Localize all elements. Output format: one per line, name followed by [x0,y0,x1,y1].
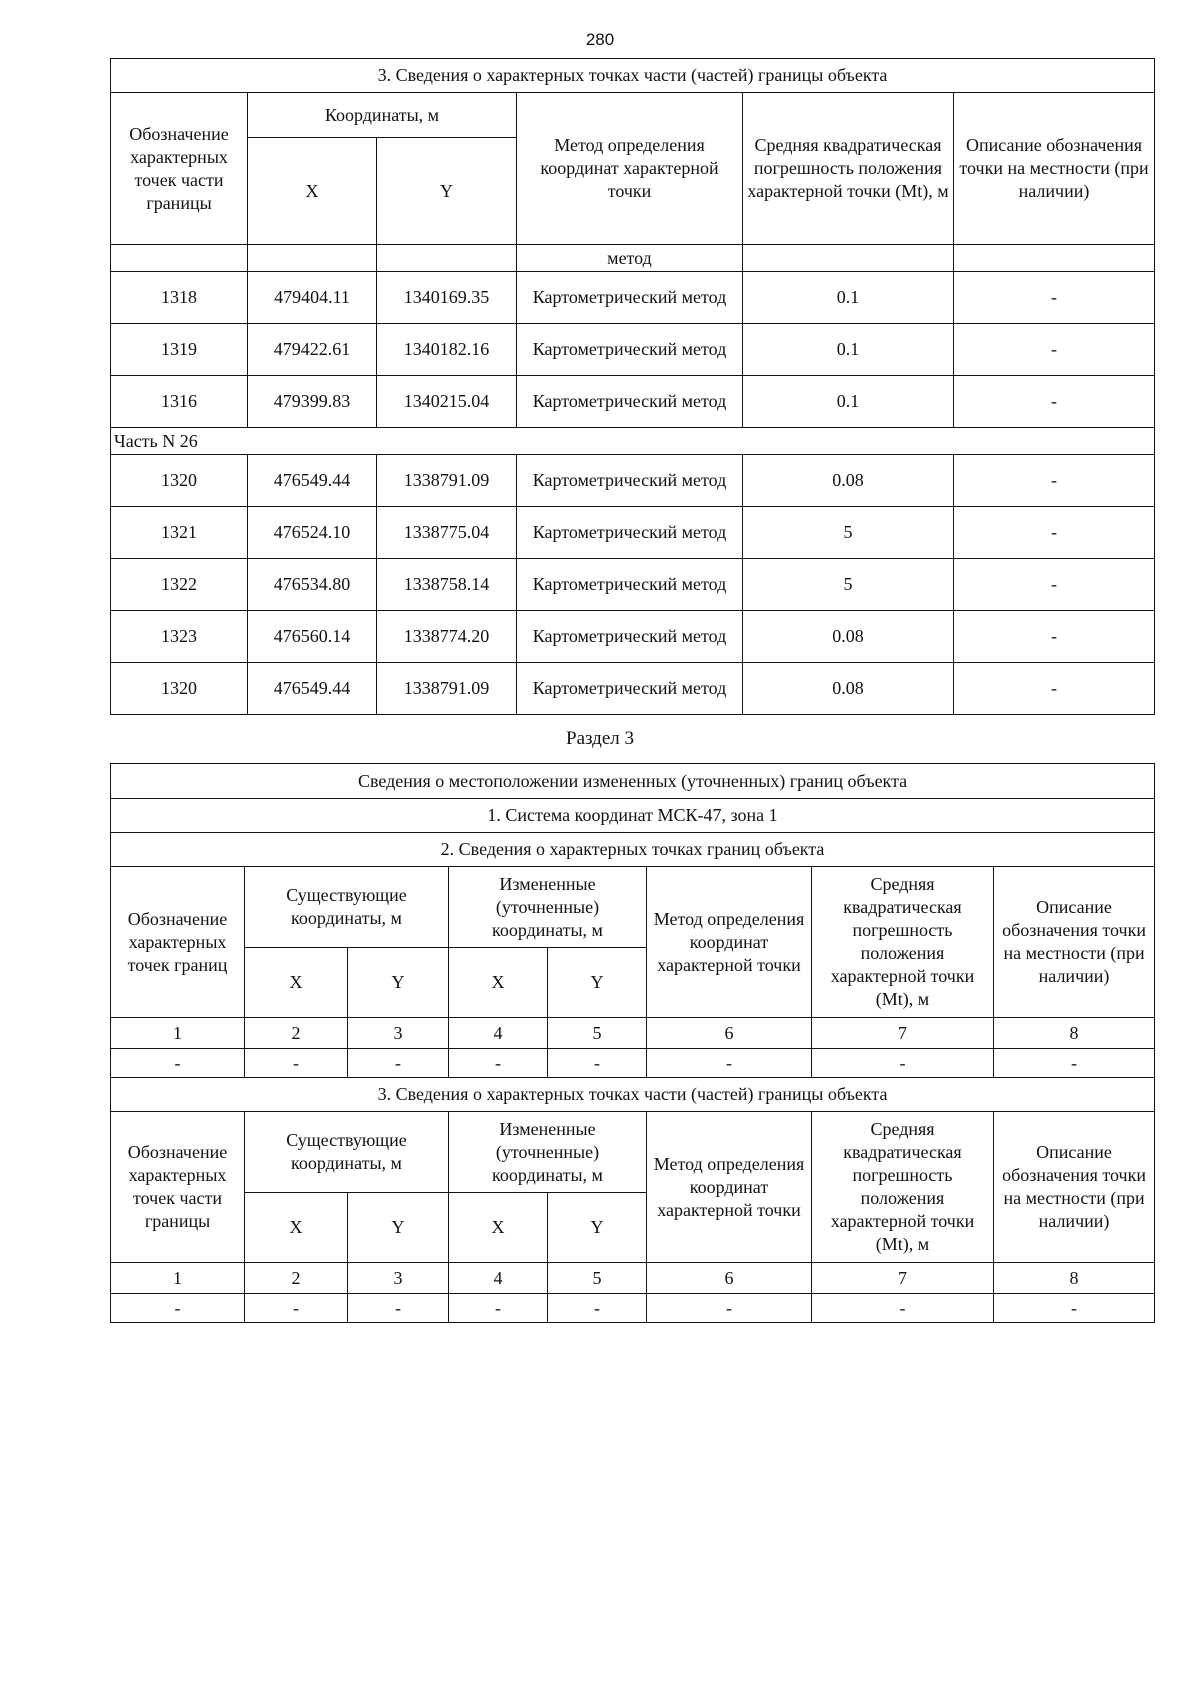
header-x: X [245,1193,348,1263]
header-y: Y [377,138,517,245]
empty-cell: - [812,1294,994,1323]
point-id-cell: 1321 [111,507,248,559]
header-existing-coords: Существующие координаты, м [245,867,449,948]
accuracy-cell: 0.1 [743,324,954,376]
column-number: 7 [812,1018,994,1049]
page-number: 280 [585,30,615,49]
table-row [111,559,1155,611]
column-number: 4 [449,1263,548,1294]
header-description: Описание обозначения точки на местности (при наличии) [994,867,1155,1018]
changed-boundaries-table [110,763,1155,1323]
subtitle-boundary-points: 2. Сведения о характерных точках границ объекта [111,833,1155,867]
header-method: Метод определения координат характерной точки [647,1112,812,1263]
x-coord-cell: 479404.11 [248,272,377,324]
description-cell: - [954,324,1155,376]
x-coord-cell: 476549.44 [248,663,377,715]
empty-cell: - [994,1049,1155,1078]
x-coord-cell: 479422.61 [248,324,377,376]
header-coords: Координаты, м [248,93,517,138]
description-cell: - [954,376,1155,428]
column-number: 8 [994,1018,1155,1049]
coordinate-system: 1. Система координат МСК-47, зона 1 [111,799,1155,833]
table-row [111,663,1155,715]
method-cell: Картометрический метод [517,559,743,611]
header-x: X [245,948,348,1018]
header-x: X [449,948,548,1018]
column-number: 5 [548,1263,647,1294]
point-id-cell: 1320 [111,455,248,507]
table-row [111,376,1155,428]
description-cell: - [954,507,1155,559]
x-coord-cell: 476549.44 [248,455,377,507]
header-description: Описание обозначения точки на местности (при наличии) [994,1112,1155,1263]
table2-title: Сведения о местоположении измененных (уточненных) границ объекта [111,764,1155,799]
empty-row [111,1049,1155,1078]
y-coord-cell: 1340169.35 [377,272,517,324]
table-row [111,272,1155,324]
point-id-cell: 1320 [111,663,248,715]
header-x: X [449,1193,548,1263]
empty-cell: - [348,1049,449,1078]
x-coord-cell: 476560.14 [248,611,377,663]
header-description: Описание обозначения точки на местности (при наличии) [954,93,1155,245]
point-id-cell: 1316 [111,376,248,428]
description-cell: - [954,663,1155,715]
empty-cell: - [111,1294,245,1323]
part-label: Часть N 26 [111,428,1155,455]
column-number: 3 [348,1018,449,1049]
continuation-row [111,245,1155,272]
header-y: Y [548,1193,647,1263]
empty-cell: - [647,1294,812,1323]
accuracy-cell: 0.08 [743,663,954,715]
point-id-cell: 1319 [111,324,248,376]
header-method: Метод определения координат характерной точки [647,867,812,1018]
y-coord-cell: 1338775.04 [377,507,517,559]
point-id-cell: 1322 [111,559,248,611]
header-accuracy: Средняя квадратическая погрешность положения характерной точки (Mt), м [812,867,994,1018]
column-number: 8 [994,1263,1155,1294]
y-coord-cell: 1338758.14 [377,559,517,611]
subtitle-part-points: 3. Сведения о характерных точках части (частей) границы объекта [111,1078,1155,1112]
x-coord-cell: 476534.80 [248,559,377,611]
x-coord-cell: 476524.10 [248,507,377,559]
empty-cell: - [449,1294,548,1323]
table-row [111,611,1155,663]
point-id-cell: 1323 [111,611,248,663]
accuracy-cell: 5 [743,559,954,611]
accuracy-cell: 0.1 [743,272,954,324]
column-numbers-row [111,1018,1155,1049]
accuracy-cell: 0.08 [743,455,954,507]
column-number: 4 [449,1018,548,1049]
description-cell: - [954,611,1155,663]
y-coord-cell: 1338791.09 [377,455,517,507]
column-number: 5 [548,1018,647,1049]
table-row [111,455,1155,507]
empty-cell: - [994,1294,1155,1323]
header-designation: Обозначение характерных точек части границы [111,93,248,245]
column-number: 2 [245,1018,348,1049]
method-cell: Картометрический метод [517,455,743,507]
header-accuracy: Средняя квадратическая погрешность положения характерной точки (Mt), м [743,93,954,245]
column-number: 3 [348,1263,449,1294]
empty-row [111,1294,1155,1323]
header-y: Y [548,948,647,1018]
column-number: 1 [111,1018,245,1049]
section-title: Раздел 3 [566,728,634,749]
header-changed-coords: Измененные (уточненные) координаты, м [449,867,647,948]
header-accuracy: Средняя квадратическая погрешность положения характерной точки (Mt), м [812,1112,994,1263]
column-number: 6 [647,1018,812,1049]
characteristic-points-table [110,58,1155,715]
empty-cell: - [449,1049,548,1078]
header-changed-coords: Измененные (уточненные) координаты, м [449,1112,647,1193]
x-coord-cell: 479399.83 [248,376,377,428]
empty-cell: - [548,1294,647,1323]
method-cell: Картометрический метод [517,272,743,324]
column-number: 1 [111,1263,245,1294]
empty-cell: - [548,1049,647,1078]
column-numbers-row [111,1263,1155,1294]
header-designation: Обозначение характерных точек границ [111,867,245,1018]
header-designation: Обозначение характерных точек части границы [111,1112,245,1263]
header-existing-coords: Существующие координаты, м [245,1112,449,1193]
accuracy-cell: 0.08 [743,611,954,663]
point-id-cell: 1318 [111,272,248,324]
method-cell: Картометрический метод [517,663,743,715]
y-coord-cell: 1338791.09 [377,663,517,715]
accuracy-cell: 5 [743,507,954,559]
accuracy-cell: 0.1 [743,376,954,428]
method-cell: Картометрический метод [517,611,743,663]
method-cell: Картометрический метод [517,376,743,428]
column-number: 7 [812,1263,994,1294]
empty-cell: - [812,1049,994,1078]
column-number: 2 [245,1263,348,1294]
empty-cell: - [245,1294,348,1323]
header-x: X [248,138,377,245]
table-row [111,507,1155,559]
empty-cell: - [111,1049,245,1078]
empty-cell: - [348,1294,449,1323]
method-cell: Картометрический метод [517,324,743,376]
table-title: 3. Сведения о характерных точках части (частей) границы объекта [111,59,1155,93]
y-coord-cell: 1340182.16 [377,324,517,376]
y-coord-cell: 1340215.04 [377,376,517,428]
empty-cell: - [245,1049,348,1078]
table-row [111,324,1155,376]
empty-cell: - [647,1049,812,1078]
description-cell: - [954,272,1155,324]
description-cell: - [954,559,1155,611]
method-cell: Картометрический метод [517,507,743,559]
column-number: 6 [647,1263,812,1294]
description-cell: - [954,455,1155,507]
y-coord-cell: 1338774.20 [377,611,517,663]
header-y: Y [348,948,449,1018]
header-method: Метод определения координат характерной точки [517,93,743,245]
continuation-method: метод [517,245,743,272]
header-y: Y [348,1193,449,1263]
